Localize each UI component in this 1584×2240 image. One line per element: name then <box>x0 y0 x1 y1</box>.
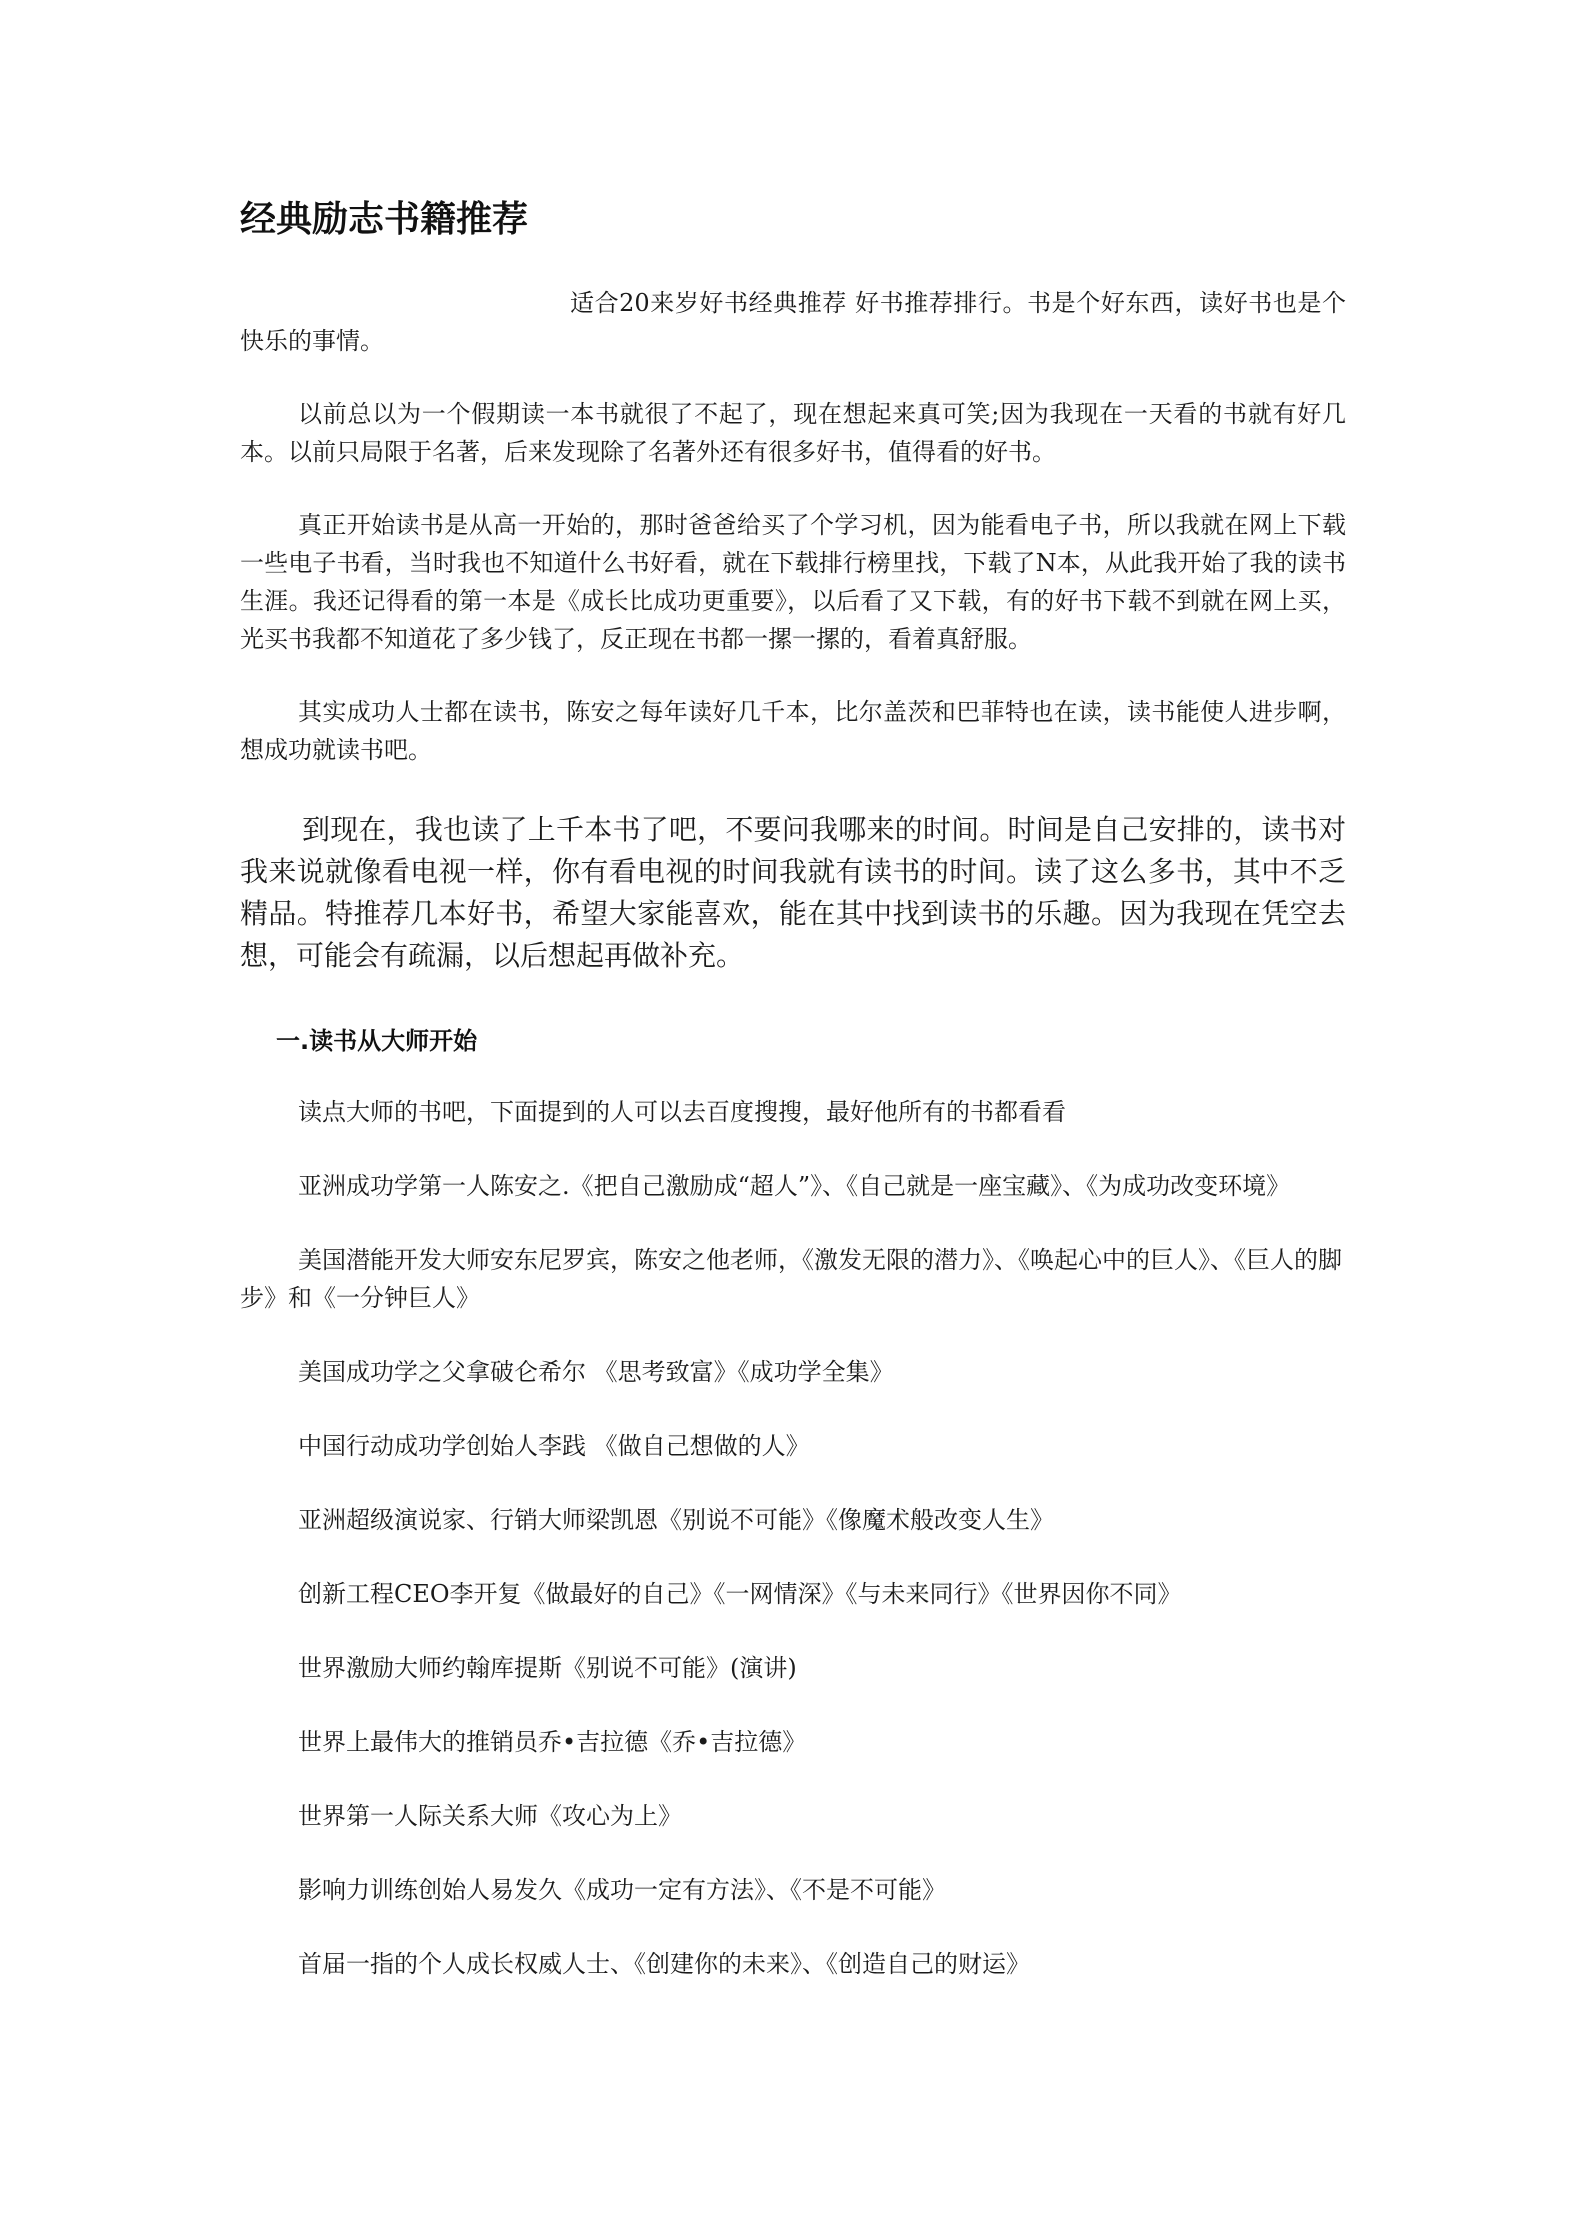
list-item: 美国潜能开发大师安东尼罗宾，陈安之他老师，《激发无限的潜力》、《唤起心中的巨人》、《巨人的脚步》和《一分钟巨人》 <box>240 1246 1342 1312</box>
list-item: 亚洲成功学第一人陈安之.《把自己激励成“超人”》、《自己就是一座宝藏》、《为成功改变环境》 <box>298 1172 1291 1200</box>
list-item: 中国行动成功学创始人李践 《做自己想做的人》 <box>298 1432 810 1460</box>
list-item: 读点大师的书吧，下面提到的人可以去百度搜搜，最好他所有的书都看看 <box>298 1098 1066 1126</box>
document-title: 经典励志书籍推荐 <box>240 199 529 240</box>
intro-paragraph: 适合20来岁好书经典推荐 好书推荐排行。书是个好东西，读好书也是个快乐的事情。 <box>240 289 1346 355</box>
list-item: 首届一指的个人成长权威人士、《创建你的未来》、《创造自己的财运》 <box>298 1950 1030 1978</box>
list-item: 世界激励大师约翰库提斯《别说不可能》(演讲) <box>298 1654 797 1682</box>
body-paragraph-large: 到现在，我也读了上千本书了吧，不要问我哪来的时间。时间是自己安排的，读书对我来说就像看电视一样，你有看电视的时间我就有读书的时间。读了这么多书，其中不乏精品。特推荐几本好书，希望大家能喜欢，能在其中找到读书的乐趣。因为我现在凭空去想，可能会有疏漏，以后想起再做补充。 <box>240 813 1346 972</box>
list-item: 世界第一人际关系大师《攻心为上》 <box>298 1802 682 1830</box>
list-item: 美国成功学之父拿破仑希尔 《思考致富》《成功学全集》 <box>298 1358 894 1386</box>
body-paragraph: 以前总以为一个假期读一本书就很了不起了，现在想起来真可笑;因为我现在一天看的书就有好几本。以前只局限于名著，后来发现除了名著外还有很多好书，值得看的好书。 <box>240 400 1346 466</box>
list-item: 影响力训练创始人易发久《成功一定有方法》、《不是不可能》 <box>298 1876 946 1904</box>
body-paragraph: 真正开始读书是从高一开始的，那时爸爸给买了个学习机，因为能看电子书，所以我就在网上下载一些电子书看，当时我也不知道什么书好看，就在下载排行榜里找，下载了N本，从此我开始了我的读书生涯。我还记得看的第一本是《成长比成功更重要》，以后看了又下载，有的好书下载不到就在网上买，光买书我都不知道花了多少钱了，反正现在书都一摞一摞的，看着真舒服。 <box>240 511 1346 653</box>
section-heading: 一.读书从大师开始 <box>276 1027 478 1055</box>
body-paragraph: 其实成功人士都在读书，陈安之每年读好几千本，比尔盖茨和巴菲特也在读，读书能使人进步啊，想成功就读书吧。 <box>240 698 1346 764</box>
recommendation-list <box>240 1093 1346 1983</box>
list-item: 亚洲超级演说家、行销大师梁凯恩《别说不可能》《像魔术般改变人生》 <box>298 1506 1054 1534</box>
document-body <box>240 196 1346 2019</box>
list-item: 世界上最伟大的推销员乔•吉拉德《乔•吉拉德》 <box>298 1728 807 1756</box>
list-item: 创新工程CEO李开复《做最好的自己》《一网情深》《与未来同行》《世界因你不同》 <box>298 1580 1182 1608</box>
